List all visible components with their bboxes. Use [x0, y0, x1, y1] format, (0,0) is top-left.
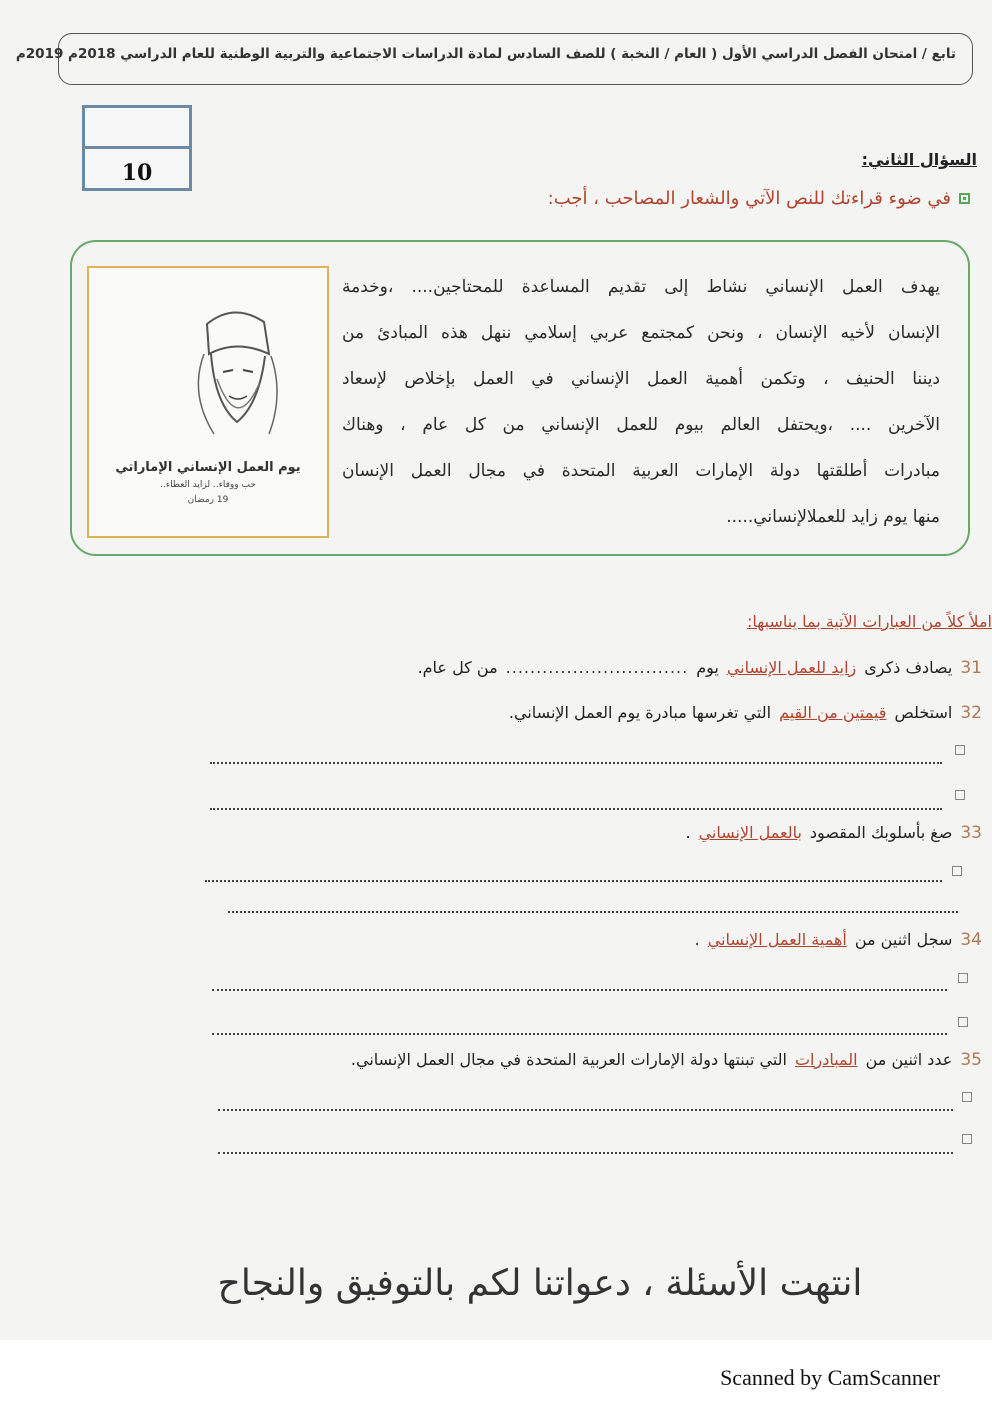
answer-checkbox[interactable]: [962, 1134, 972, 1144]
question-key: زايد للعمل الإنساني: [726, 658, 857, 677]
question-instruction: [548, 188, 970, 209]
question-title: السؤال الثاني:: [861, 150, 977, 169]
passage-line: الآخرين .... ،ويحتفل العالم بيوم للعمل الإنساني من كل عام ، وهناك: [342, 415, 940, 435]
fill-instruction: [747, 612, 992, 631]
question-text: .: [685, 823, 691, 842]
fill-instruction-text: املأ كلاً من العبارات الآتية بما يناسبها:: [746, 612, 992, 631]
zayed-humanitarian-logo: [87, 266, 329, 538]
answer-line[interactable]: [218, 1152, 953, 1154]
answer-checkbox[interactable]: [962, 1092, 972, 1102]
passage-line: يهدف العمل الإنساني نشاط إلى تقديم المساعدة للمحتاجين.... ،وخدمة: [342, 277, 940, 297]
passage-line: مبادرات أطلقتها دولة الإمارات العربية المتحدة في مجال العمل الإنسان: [342, 461, 940, 481]
passage-line: الإنسان لأخيه الإنسان ، ونحن كمجتمع عربي إسلامي ننهل هذه المبادئ من: [342, 323, 940, 343]
logo-date: 19 رمضان: [187, 495, 229, 505]
answer-line[interactable]: [210, 808, 942, 810]
question-number: 32: [960, 703, 982, 723]
question-number: 33: [960, 823, 982, 843]
answer-checkbox[interactable]: [958, 1017, 968, 1027]
exam-header: [15, 33, 973, 85]
question-key: أهمية العمل الإنساني: [707, 930, 847, 949]
question-text: يوم: [696, 658, 719, 677]
answer-checkbox[interactable]: [955, 790, 965, 800]
answer-line[interactable]: [212, 989, 947, 991]
question-text: سجل اثنين من: [854, 930, 953, 949]
question-text: استخلص: [894, 703, 953, 722]
answer-blank[interactable]: ..............................: [505, 658, 689, 677]
answer-line[interactable]: [212, 1033, 947, 1035]
score-divider: [85, 146, 189, 149]
bullet-square-icon: [959, 193, 970, 204]
question-number: 34: [960, 930, 982, 950]
question-number: 31: [960, 658, 982, 678]
question-key: قيمتين من القيم: [779, 703, 887, 722]
question-key: المبادرات: [794, 1050, 858, 1069]
score-value: 10: [121, 160, 153, 186]
question-text: من كل عام.: [417, 658, 498, 677]
question-text: عدد اثنين من: [865, 1050, 953, 1069]
answer-checkbox[interactable]: [952, 866, 962, 876]
logo-subtitle: حب ووفاء.. لزايد العطاء..: [160, 480, 256, 490]
answer-line[interactable]: [210, 762, 942, 764]
answer-line[interactable]: [228, 911, 958, 913]
question-35: [351, 1050, 982, 1070]
question-text: .: [694, 930, 700, 949]
answer-checkbox[interactable]: [958, 973, 968, 983]
question-31: [418, 658, 982, 678]
question-text: التي تبنتها دولة الإمارات العربية المتحدة في مجال العمل الإنساني.: [350, 1050, 787, 1069]
logo-title: يوم العمل الإنساني الإماراتي: [115, 460, 301, 475]
crescent-portrait-icon: [119, 284, 299, 454]
scanner-watermark: Scanned by CamScanner: [720, 1365, 940, 1390]
question-number: 35: [960, 1050, 982, 1070]
answer-checkbox[interactable]: [955, 745, 965, 755]
question-text: التي تغرسها مبادرة يوم العمل الإنساني.: [508, 703, 772, 722]
question-text: يصادف ذكرى: [864, 658, 953, 677]
question-33: [685, 823, 982, 843]
answer-line[interactable]: [218, 1109, 953, 1111]
question-34: [695, 930, 982, 950]
passage-frame: [70, 240, 970, 556]
passage-line: ديننا الحنيف ، وتكمن أهمية العمل الإنساني في العمل بإخلاص لإسعاد: [342, 369, 940, 389]
score-box: [82, 105, 192, 191]
instruction-text: في ضوء قراءتك للنص الآتي والشعار المصاحب ، أجب:: [547, 188, 951, 209]
question-32: [509, 703, 982, 723]
exam-header-text: تابع / امتحان الفصل الدراسي الأول ( العام / النخبة ) للصف السادس لمادة الدراسات الاجتماعية والتربية الوطنية للعام الدراسي 2018م 2019م: [15, 46, 956, 62]
passage-text: [342, 264, 940, 540]
passage-line: منها يوم زايد للعملالإنساني.....: [726, 507, 940, 527]
answer-line[interactable]: [205, 880, 942, 882]
question-key: بالعمل الإنساني: [698, 823, 802, 842]
closing-message: انتهت الأسئلة ، دعواتنا لكم بالتوفيق والنجاح: [217, 1263, 863, 1304]
question-text: صغ بأسلوبك المقصود: [809, 823, 953, 842]
